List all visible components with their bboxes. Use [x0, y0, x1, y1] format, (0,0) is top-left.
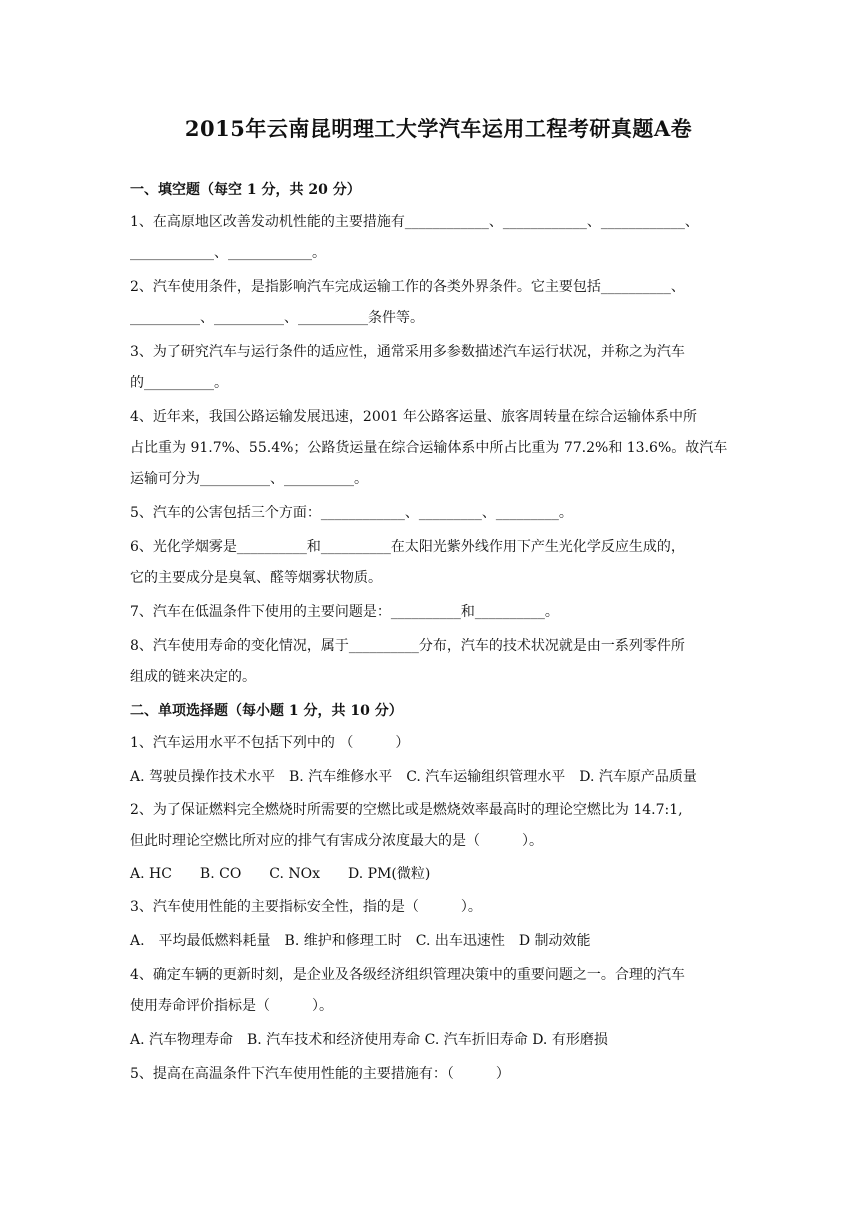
question-line: 8、汽车使用寿命的变化情况，属于__________分布，汽车的技术状况就是由一系列零件所	[130, 638, 685, 654]
question-line: 它的主要成分是臭氧、醛等烟雾状物质。	[130, 570, 382, 586]
section-heading: 一、填空题（每空 1 分，共 20 分）	[130, 182, 361, 198]
question-line: 的__________。	[130, 375, 228, 391]
question-line: 使用寿命评价指标是（ ）。	[130, 998, 333, 1014]
question-line: 4、确定车辆的更新时刻，是企业及各级经济组织管理决策中的重要问题之一。合理的汽车	[130, 967, 685, 983]
answer-options: A. 驾驶员操作技术水平 B. 汽车维修水平 C. 汽车运输组织管理水平 D. 汽车原产品质量	[130, 769, 697, 785]
question-line: ____________、____________。	[130, 245, 326, 261]
question-line: 3、为了研究汽车与运行条件的适应性，通常采用多参数描述汽车运行状况，并称之为汽车	[130, 344, 685, 360]
question-line: 4、近年来，我国公路运输发展迅速，2001 年公路客运量、旅客周转量在综合运输体系中所	[130, 409, 697, 425]
section-single-choice	[130, 700, 747, 1085]
question-line: 3、汽车使用性能的主要指标安全性，指的是（ ）。	[130, 899, 482, 915]
question-line: 组成的链来决定的。	[130, 669, 256, 685]
question-line: 2、汽车使用条件，是指影响汽车完成运输工作的各类外界条件。它主要包括__________、	[130, 279, 685, 295]
question-line: __________、__________、__________条件等。	[130, 310, 424, 326]
question-line: 6、光化学烟雾是__________和__________在太阳光紫外线作用下产生光化学反应生成的，	[130, 539, 685, 555]
question-line: 但此时理论空燃比所对应的排气有害成分浓度最大的是（ ）。	[130, 833, 543, 849]
question-line: 2、为了保证燃料完全燃烧时所需要的空燃比或是燃烧效率最高时的理论空燃比为 14.7:1,	[130, 802, 683, 818]
answer-options: A. HC B. CO C. NOx D. PM(微粒)	[130, 866, 431, 882]
page-title: 2015年云南昆明理工大学汽车运用工程考研真题A卷	[184, 116, 693, 141]
question-line: 5、提高在高温条件下汽车使用性能的主要措施有：（ ）	[130, 1066, 510, 1082]
question-line: 1、在高原地区改善发动机性能的主要措施有____________、____________、____________、	[130, 214, 699, 230]
question-line: 7、汽车在低温条件下使用的主要问题是：__________和__________。	[130, 604, 559, 620]
question-line: 运输可分为__________、__________。	[130, 471, 368, 487]
question-line: 5、汽车的公害包括三个方面：____________、_________、_________。	[130, 505, 573, 521]
answer-options: A. 平均最低燃料耗量 B. 维护和修理工时 C. 出车迅速性 D 制动效能	[130, 933, 591, 949]
section-fill-in-blank	[130, 179, 747, 688]
question-line: 占比重为 91.7%、55.4%；公路货运量在综合运输体系中所占比重为 77.2%和 13.6%。故汽车	[130, 440, 728, 456]
question-line: 1、汽车运用水平不包括下列中的 （ ）	[130, 735, 410, 751]
answer-options: A. 汽车物理寿命 B. 汽车技术和经济使用寿命 C. 汽车折旧寿命 D. 有形磨损	[130, 1032, 608, 1048]
section-heading: 二、单项选择题（每小题 1 分，共 10 分）	[130, 703, 403, 719]
